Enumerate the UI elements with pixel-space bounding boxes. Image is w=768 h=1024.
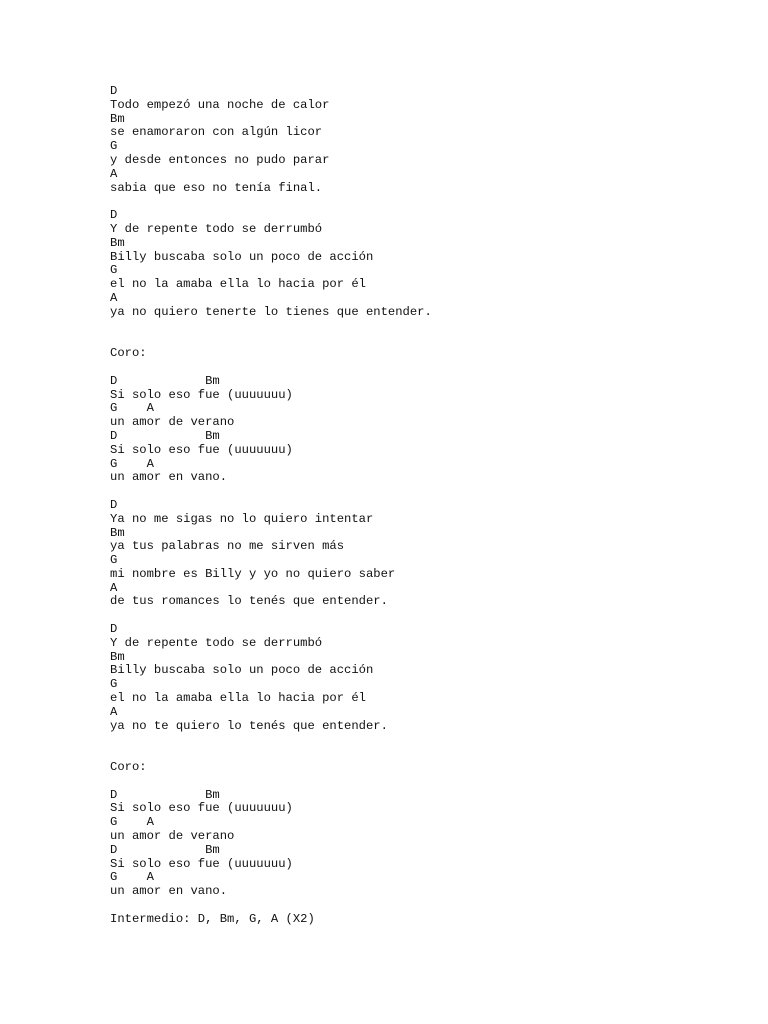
blank-line [110,609,750,623]
blank-line [110,485,750,499]
blank-line [110,747,750,761]
chord-line: Bm [110,649,125,664]
blank-line [110,361,750,375]
section-heading: Coro: [110,346,147,361]
chord-line: D Bm [110,428,220,443]
interlude-line: Intermedio: D, Bm, G, A (X2) [110,911,315,926]
blank-line [110,195,750,209]
chord-line: D Bm [110,373,220,388]
lyric-line: ya tus palabras no me sirven más [110,539,345,554]
chord-line: A [110,704,118,719]
blank-line [110,775,750,789]
chord-line: G A [110,401,154,416]
lyric-line: un amor de verano [110,415,235,430]
chord-line: Bm [110,525,125,540]
chord-line: G A [110,456,154,471]
chord-line: A [110,290,118,305]
lyric-line: Si solo eso fue (uuuuuuu) [110,442,293,457]
chord-line: D Bm [110,842,220,857]
lyric-line: Si solo eso fue (uuuuuuu) [110,801,293,816]
chord-line: G [110,553,118,568]
section-heading: Coro: [110,760,147,775]
lyric-line: ya no quiero tenerte lo tienes que entender. [110,304,432,319]
lyric-line: un amor en vano. [110,470,228,485]
blank-line [110,899,750,913]
lyric-line: el no la amaba ella lo hacia por él [110,691,366,706]
song-sheet [110,85,750,927]
chord-line: G A [110,815,154,830]
chord-line: G [110,263,118,278]
chord-line: A [110,580,118,595]
blank-line [110,320,750,334]
chord-line: D [110,208,118,223]
chord-line: A [110,166,118,181]
blank-line [110,333,750,347]
lyric-line: ya no te quiero lo tenés que entender. [110,718,388,733]
lyric-line: Si solo eso fue (uuuuuuu) [110,387,293,402]
chord-line: D [110,622,118,637]
lyric-line: Y de repente todo se derrumbó [110,221,323,236]
lyric-line: y desde entonces no pudo parar [110,152,330,167]
lyric-line: sabia que eso no tenía final. [110,180,323,195]
blank-line [110,733,750,747]
lyric-line: Billy buscaba solo un poco de acción [110,663,374,678]
lyric-line: un amor en vano. [110,884,228,899]
lyric-line: Todo empezó una noche de calor [110,97,330,112]
chord-line: Bm [110,111,125,126]
lyric-line: un amor de verano [110,829,235,844]
lyric-line: Ya no me sigas no lo quiero intentar [110,511,374,526]
chord-line: Bm [110,235,125,250]
lyric-line: el no la amaba ella lo hacia por él [110,277,366,292]
lyric-line: de tus romances lo tenés que entender. [110,594,388,609]
lyric-line: se enamoraron con algún licor [110,125,323,140]
chord-line: D Bm [110,787,220,802]
lyric-line: Billy buscaba solo un poco de acción [110,249,374,264]
lyric-line: mi nombre es Billy y yo no quiero saber [110,566,396,581]
chord-line: G [110,677,118,692]
chord-line: D [110,497,118,512]
lyric-line: Y de repente todo se derrumbó [110,635,323,650]
chord-line: G A [110,870,154,885]
chord-line: D [110,84,118,98]
lyric-line: Si solo eso fue (uuuuuuu) [110,856,293,871]
chord-line: G [110,139,118,154]
